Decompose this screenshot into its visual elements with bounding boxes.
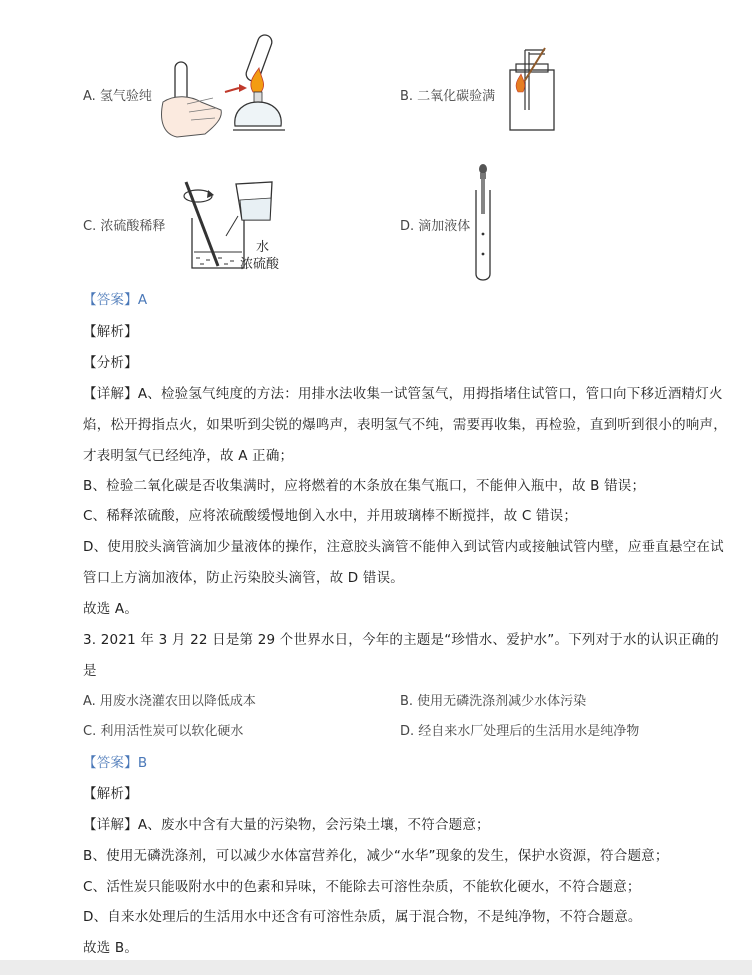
q2-option-b: B. 二氧化碳验满 [400, 89, 496, 104]
q2-fenxi-tag: 【分析】 [83, 355, 138, 371]
q2-option-d: D. 滴加液体 [400, 219, 471, 234]
q2-option-a: A. 氢气验纯 [83, 89, 152, 104]
q2-detail-text1: A、检验氢气纯度的方法：用排水法收集一试管氢气，用拇指堵住试管口，管口向下移近酒精灯火 [137, 386, 723, 402]
q3-option-a: A. 用废水浇灌农田以降低成本 [83, 694, 256, 709]
q2-analysis-tag: 【解析】 [83, 324, 138, 340]
q2-figure-c-label-acid: 浓硫酸 [240, 257, 280, 272]
q3-answer-line [83, 751, 147, 771]
q3-option-d: D. 经自来水厂处理后的生活用水是纯净物 [400, 724, 640, 739]
q2-figure-a-hydrogen-test [155, 30, 305, 145]
q3-answer-tag: 【答案】 [83, 755, 138, 771]
q2-detail-line3: 才表明氢气已经纯净，故 A 正确； [83, 448, 294, 464]
q3-detail-a: A、废水中含有大量的污染物，会污染土壤，不符合题意； [137, 817, 490, 833]
q3-stem-line2: 是 [83, 663, 97, 679]
q3-stem-line1: 3. 2021 年 3 月 22 日是第 29 个世界水日，今年的主题是“珍惜水、爱护水”。下列对于水的认识正确的 [83, 632, 719, 648]
page-bottom-bar [0, 960, 752, 975]
q2-detail-line2: 焰，松开拇指点火，如果听到尖锐的爆鸣声，表明氢气不纯，需要再收集，再检验，直到听到很小的响声， [83, 417, 727, 433]
q2-figure-b-co2-test [505, 40, 565, 135]
q3-answer-value: B [137, 755, 148, 771]
q2-figure-d-dropper [470, 162, 500, 284]
q2-option-c: C. 浓硫酸稀释 [83, 219, 166, 234]
q3-choose: 故选 B。 [83, 940, 139, 956]
q2-detail-line1 [83, 382, 723, 402]
q2-detail-b: B、检验二氧化碳是否收集满时，应将燃着的木条放在集气瓶口，不能伸入瓶中，故 B 错误； [83, 478, 646, 494]
q2-figure-c-acid-dilution [178, 176, 298, 276]
q2-choose: 故选 A。 [83, 601, 139, 617]
q3-analysis-tag: 【解析】 [83, 786, 138, 802]
q3-detail-tag: 【详解】 [83, 817, 138, 833]
q2-answer-line [83, 288, 147, 308]
q2-detail-d2: 管口上方滴加液体，防止污染胶头滴管，故 D 错误。 [83, 570, 404, 586]
q3-option-b: B. 使用无磷洗涤剂减少水体污染 [400, 694, 587, 709]
q3-detail-b: B、使用无磷洗涤剂，可以减少水体富营养化，减少“水华”现象的发生，保护水资源，符合题意； [83, 848, 669, 864]
q3-detail-c: C、活性炭只能吸附水中的色素和异味，不能除去可溶性杂质，不能软化硬水，不符合题意； [83, 879, 641, 895]
q3-option-c: C. 利用活性炭可以软化硬水 [83, 724, 244, 739]
q2-detail-tag: 【详解】 [83, 386, 138, 402]
q2-figure-c-label-water: 水 [256, 240, 270, 255]
q2-answer-value: A [137, 292, 148, 308]
q2-detail-c: C、稀释浓硫酸，应将浓硫酸缓慢地倒入水中，并用玻璃棒不断搅拌，故 C 错误； [83, 508, 578, 524]
q2-answer-tag: 【答案】 [83, 292, 138, 308]
q3-detail-a-line [83, 813, 490, 833]
q3-detail-d: D、自来水处理后的生活用水中还含有可溶性杂质，属于混合物，不是纯净物，不符合题意。 [83, 909, 642, 925]
q2-detail-d1: D、使用胶头滴管滴加少量液体的操作，注意胶头滴管不能伸入到试管内或接触试管内壁，应垂直悬空在试 [83, 539, 724, 555]
